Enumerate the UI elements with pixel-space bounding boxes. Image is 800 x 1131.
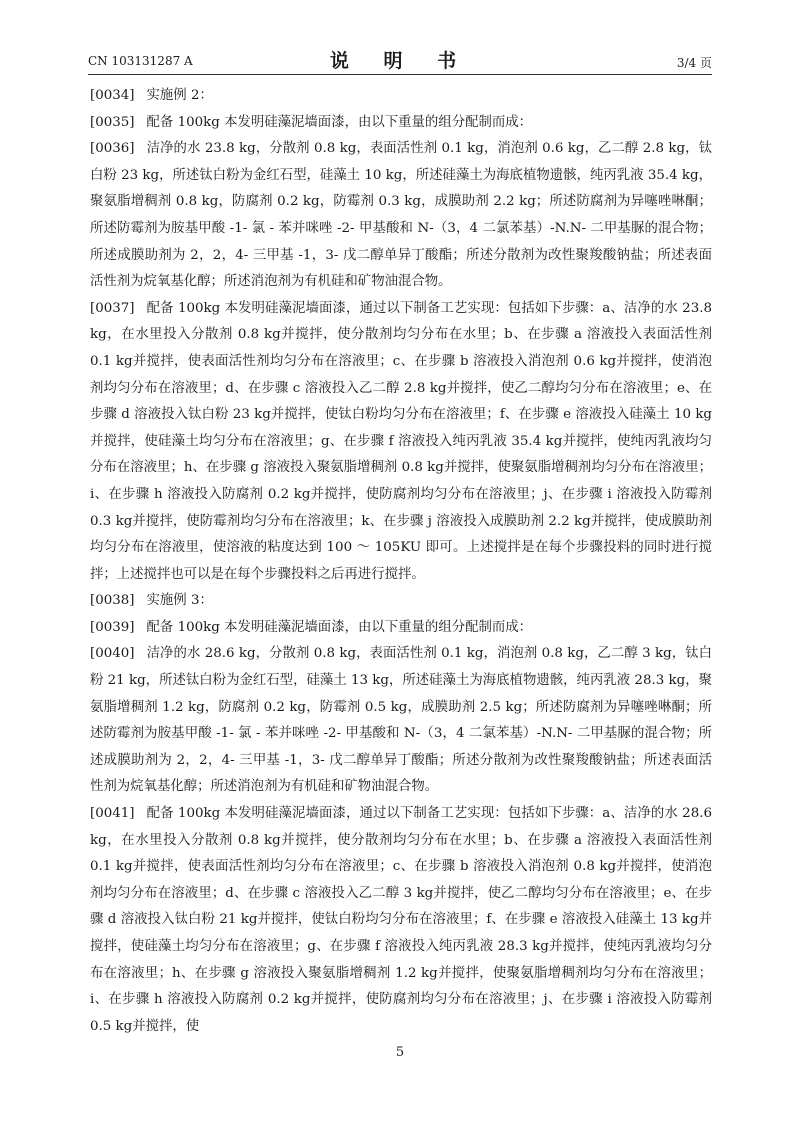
paragraph-0040	[90, 641, 712, 801]
paragraph-0035	[90, 110, 712, 137]
page-count: 3/4 页	[676, 56, 712, 70]
paragraph-number: [0035]	[90, 114, 135, 130]
paragraph-text: 实施例 2：	[146, 88, 213, 103]
paragraph-text: 配备 100kg 本发明硅藻泥墙面漆，由以下重量的组分配制而成：	[146, 114, 533, 130]
paragraph-0036	[90, 136, 712, 296]
paragraph-number: [0037]	[90, 300, 135, 316]
doc-number: CN 103131287 A	[88, 54, 193, 68]
paragraph-text: 洁净的水 23.8 kg，分散剂 0.8 kg，表面活性剂 0.1 kg，消泡剂 0.6 kg，乙二醇 2.8 kg，钛白粉 23 kg，所述钛白粉为金红石型，硅藻土 10 kg，所述硅藻土为海底植物遗骸，纯丙乳液 35.4 kg，聚氨脂增稠剂 0.8 kg，防腐剂 0.2 kg，防霉剂 0.3 kg，成膜助剂 2.2 kg；所述防腐剂为异噻唑啉酮；所述防霉剂为胺基甲酸 -1- 氯 - 苯并咪唑 -2- 甲基酸和 N-（3，4 二氯苯基）-N.N- 二甲基脲的混合物；所述成膜助剂为 2，2，4- 三甲基 -1，3- 戊二醇单异丁酸酯；所述分散剂为改性聚羧酸钠盐；所述表面活性剂为烷氧基化醇；所述消泡剂为有机硅和矿物油混合物。	[90, 141, 712, 290]
paragraph-text: 配备 100kg 本发明硅藻泥墙面漆，通过以下制备工艺实现：包括如下步骤：a、洁净的水 23.8 kg，在水里投入分散剂 0.8 kg并搅拌，使分散剂均匀分布在水里；b、在步骤 a 溶液投入表面活性剂 0.1 kg并搅拌，使表面活性剂均匀分布在溶液里；c、在步骤 b 溶液投入消泡剂 0.6 kg并搅拌，使消泡剂均匀分布在溶液里；d、在步骤 c 溶液投入乙二醇 2.8 kg并搅拌，使乙二醇均匀分布在溶液里；e、在步骤 d 溶液投入钛白粉 23 kg并搅拌，使钛白粉均匀分布在溶液里；f、在步骤 e 溶液投入硅藻土 10 kg并搅拌，使硅藻土均匀分布在溶液里；g、在步骤 f 溶液投入纯丙乳液 35.4 kg并搅拌，使纯丙乳液均匀分布在溶液里；h、在步骤 g 溶液投入聚氨脂增稠剂 0.8 kg并搅拌，使聚氨脂增稠剂均匀分布在溶液里；i、在步骤 h 溶液投入防腐剂 0.2 kg并搅拌，使防腐剂均匀分布在溶液里；j、在步骤 i 溶液投入防霉剂 0.3 kg并搅拌，使防霉剂均匀分布在溶液里；k、在步骤 j 溶液投入成膜助剂 2.2 kg并搅拌，使成膜助剂均匀分布在溶液里，使溶液的粘度达到 100 ～ 105KU 即可。上述搅拌是在每个步骤投料的同时进行搅拌；上述搅拌也可以是在每个步骤投料之后再进行搅拌。	[90, 300, 712, 582]
paragraph-text: 洁净的水 28.6 kg，分散剂 0.8 kg，表面活性剂 0.1 kg，消泡剂 0.8 kg，乙二醇 3 kg，钛白粉 21 kg，所述钛白粉为金红石型，硅藻土 13 kg，所述硅藻土为海底植物遗骸，纯丙乳液 28.3 kg，聚氨脂增稠剂 1.2 kg，防腐剂 0.2 kg，防霉剂 0.5 kg，成膜助剂 2.5 kg；所述防腐剂为异噻唑啉酮；所述防霉剂为胺基甲酸 -1- 氯 - 苯并咪唑 -2- 甲基酸和 N-（3，4 二氯苯基）-N.N- 二甲基脲的混合物；所述成膜助剂为 2，2，4- 三甲基 -1，3- 戊二醇单异丁酸酯；所述分散剂为改性聚羧酸钠盐；所述表面活性剂为烷氧基化醇；所述消泡剂为有机硅和矿物油混合物。	[90, 646, 712, 795]
paragraph-0037	[90, 296, 712, 589]
header-divider	[88, 74, 712, 75]
paragraph-number: [0040]	[90, 646, 135, 662]
paragraph-0034	[90, 83, 712, 110]
paragraph-number: [0038]	[90, 593, 135, 609]
page-header	[88, 46, 712, 74]
paragraph-0041	[90, 801, 712, 1040]
paragraph-number: [0039]	[90, 619, 135, 635]
paragraph-text: 实施例 3：	[146, 593, 213, 609]
paragraph-text: 配备 100kg 本发明硅藻泥墙面漆，由以下重量的组分配制而成：	[146, 619, 533, 635]
paragraph-number: [0036]	[90, 141, 135, 157]
paragraph-text: 配备 100kg 本发明硅藻泥墙面漆，通过以下制备工艺实现：包括如下步骤：a、洁净的水 28.6 kg，在水里投入分散剂 0.8 kg并搅拌，使分散剂均匀分布在水里；b、在步骤 a 溶液投入表面活性剂 0.1 kg并搅拌，使表面活性剂均匀分布在溶液里；c、在步骤 b 溶液投入消泡剂 0.8 kg并搅拌，使消泡剂均匀分布在溶液里；d、在步骤 c 溶液投入乙二醇 3 kg并搅拌，使乙二醇均匀分布在溶液里；e、在步骤 d 溶液投入钛白粉 21 kg并搅拌，使钛白粉均匀分布在溶液里；f、在步骤 e 溶液投入硅藻土 13 kg并搅拌，使硅藻土均匀分布在溶液里；g、在步骤 f 溶液投入纯丙乳液 28.3 kg并搅拌，使纯丙乳液均匀分布在溶液里；h、在步骤 g 溶液投入聚氨脂增稠剂 1.2 kg并搅拌，使聚氨脂增稠剂均匀分布在溶液里；i、在步骤 h 溶液投入防腐剂 0.2 kg并搅拌，使防腐剂均匀分布在溶液里；j、在步骤 i 溶液投入防霉剂 0.5 kg并搅拌，使	[90, 806, 712, 1034]
page-title: 说 明 书	[329, 50, 471, 72]
page-number: 5	[395, 1045, 405, 1060]
document-body	[90, 83, 712, 1040]
paragraph-number: [0041]	[90, 806, 135, 822]
paragraph-0038	[90, 588, 712, 615]
paragraph-number: [0034]	[90, 88, 135, 103]
paragraph-0039	[90, 615, 712, 642]
